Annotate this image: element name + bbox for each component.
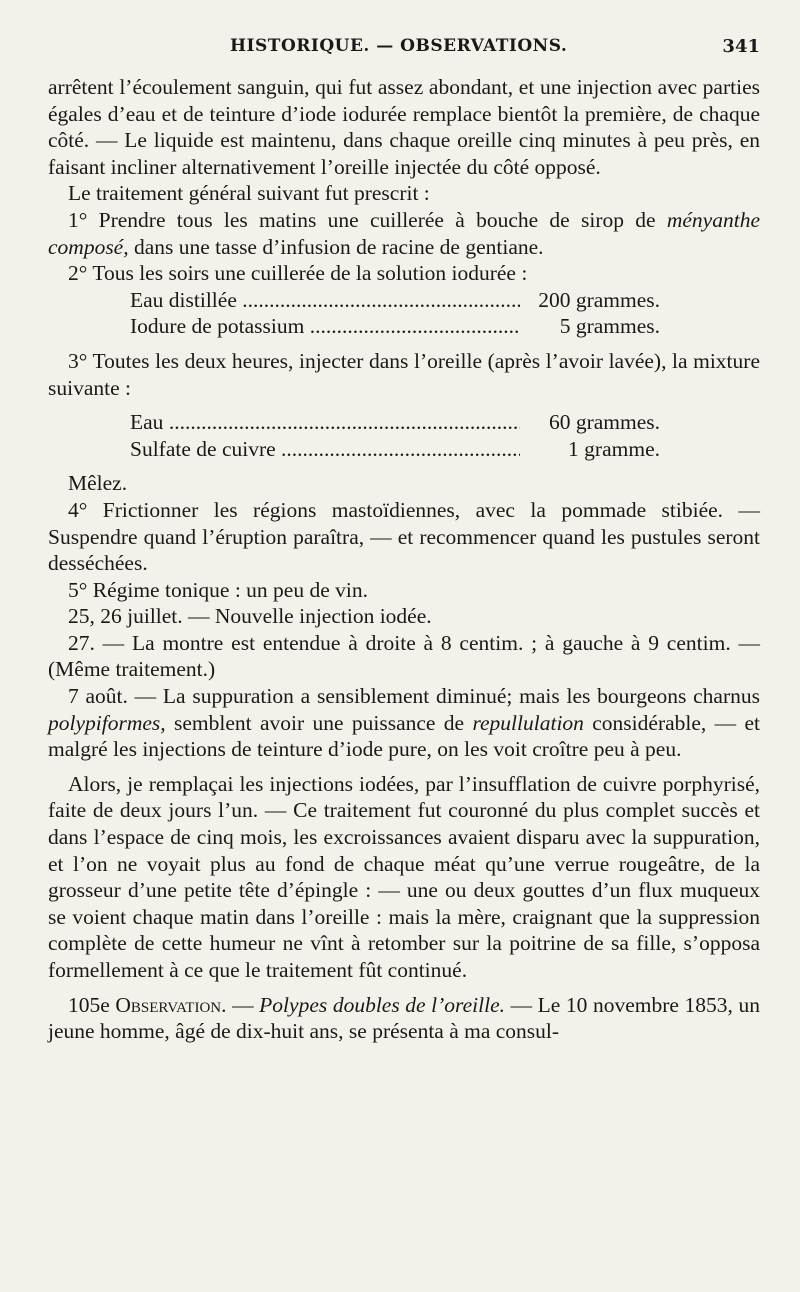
formula-row bbox=[130, 287, 660, 314]
text-segment: 1° Prendre tous les matins une cuillerée à bouche de sirop de bbox=[68, 207, 667, 232]
text-segment: considérable, — et malgré les injections de teinture d’iode pure, on les voit croître peu à peu. bbox=[48, 710, 760, 762]
page-number: 341 bbox=[722, 36, 760, 57]
paragraph-treatment-local: arrêtent l’écoulement sanguin, qui fut assez abondant, et une injection avec parties égales d’eau et de teinture d’iode iodurée remplace bientôt la première, de chaque côté. — Le liquide est maintenu, dans chaque oreille cinq minutes à peu près, en faisant incliner alternativement l’oreille injectée du côté opposé. bbox=[48, 75, 760, 179]
spacer bbox=[48, 984, 760, 992]
paragraph-prescription-2: 2° Tous les soirs une cuillerée de la solution iodurée : bbox=[68, 261, 528, 286]
ingredient-quantity: 60 grammes. bbox=[548, 410, 660, 435]
formula-row bbox=[130, 409, 660, 436]
italic-term: repullulation bbox=[472, 710, 584, 735]
page-body bbox=[48, 74, 760, 1045]
observation-label: Observation. bbox=[115, 992, 227, 1017]
ingredient-name: Sulfate de cuivre ..... bbox=[130, 436, 520, 463]
paragraph-prescription-1 bbox=[48, 207, 760, 260]
spacer bbox=[48, 763, 760, 771]
running-header bbox=[40, 36, 760, 62]
spacer bbox=[48, 340, 760, 348]
paragraph-entry-august-7 bbox=[48, 683, 760, 763]
text-segment: dans une tasse d’infusion de racine de gentiane. bbox=[128, 234, 544, 259]
italic-remedy-name: ményanthe composé, bbox=[48, 207, 760, 259]
text-segment: — Le 10 novembre 1853, un jeune homme, âgé de dix-huit ans, se présenta à ma consul- bbox=[48, 992, 761, 1044]
paragraph-general-treatment: Le traitement général suivant fut prescrit : bbox=[68, 181, 430, 206]
ingredient-quantity: 1 gramme. bbox=[568, 436, 660, 461]
formula-table-2 bbox=[130, 409, 660, 462]
spacer bbox=[48, 401, 760, 409]
paragraph-melez: Mêlez. bbox=[68, 471, 128, 496]
paragraph-entry-27: 27. — La montre est entendue à droite à 8 centim. ; à gauche à 9 centim. — (Même traitement.) bbox=[48, 630, 760, 682]
text-segment: 7 août. — La suppuration a sensiblement diminué; mais les bourgeons charnus bbox=[68, 684, 760, 709]
paragraph-prescription-3: 3° Toutes les deux heures, injecter dans l’oreille (après l’avoir lavée), la mixture suivante : bbox=[48, 348, 760, 400]
observation-number: 105e bbox=[68, 992, 110, 1017]
ingredient-name: Iodure de potassium ..... bbox=[130, 313, 520, 340]
ingredient-name: Eau ..... bbox=[130, 409, 520, 436]
formula-row bbox=[130, 436, 660, 463]
italic-term: polypiformes, bbox=[48, 710, 166, 735]
ingredient-name: Eau distillée ..... bbox=[130, 287, 520, 314]
paragraph-observation-105 bbox=[48, 992, 760, 1045]
text-segment: semblent avoir une puissance de bbox=[165, 710, 473, 735]
paragraph-prescription-4: 4° Frictionner les régions mastoïdiennes, avec la pommade stibiée. — Suspendre quand l’éruption paraîtra, — et recommencer quand les pustules seront desséchées. bbox=[48, 497, 760, 576]
running-title: HISTORIQUE. — OBSERVATIONS. bbox=[230, 36, 568, 56]
spacer bbox=[48, 462, 760, 470]
ingredient-quantity: 200 grammes. bbox=[538, 287, 660, 312]
text-segment: — bbox=[226, 992, 260, 1017]
paragraph-outcome: Alors, je remplaçai les injections iodées, par l’insufflation de cuivre porphyrisé, faite de deux jours l’un. — Ce traitement fut couronné du plus complet succès et dans l’espace de cinq mois, les excroissances avaient disparu avec la suppuration, et l’on ne voyait plus au fond de chaque méat qu’une verrue rougeâtre, de la grosseur d’une petite tête d’épingle : — une ou deux gouttes d’un flux muqueux se voient chaque matin dans l’oreille : mais la mère, craignant que la suppression complète de cette humeur ne vînt à retomber sur la poitrine de sa fille, s’opposa formellement à ce que le traitement fût continué. bbox=[48, 771, 760, 982]
observation-title: Polypes doubles de l’oreille. bbox=[259, 992, 505, 1017]
formula-row bbox=[130, 313, 660, 340]
formula-table-1 bbox=[130, 287, 660, 340]
paragraph-prescription-5: 5° Régime tonique : un peu de vin. bbox=[68, 577, 368, 602]
paragraph-entry-july-25: 25, 26 juillet. — Nouvelle injection iodée. bbox=[68, 604, 432, 629]
ingredient-quantity: 5 grammes. bbox=[559, 314, 660, 339]
